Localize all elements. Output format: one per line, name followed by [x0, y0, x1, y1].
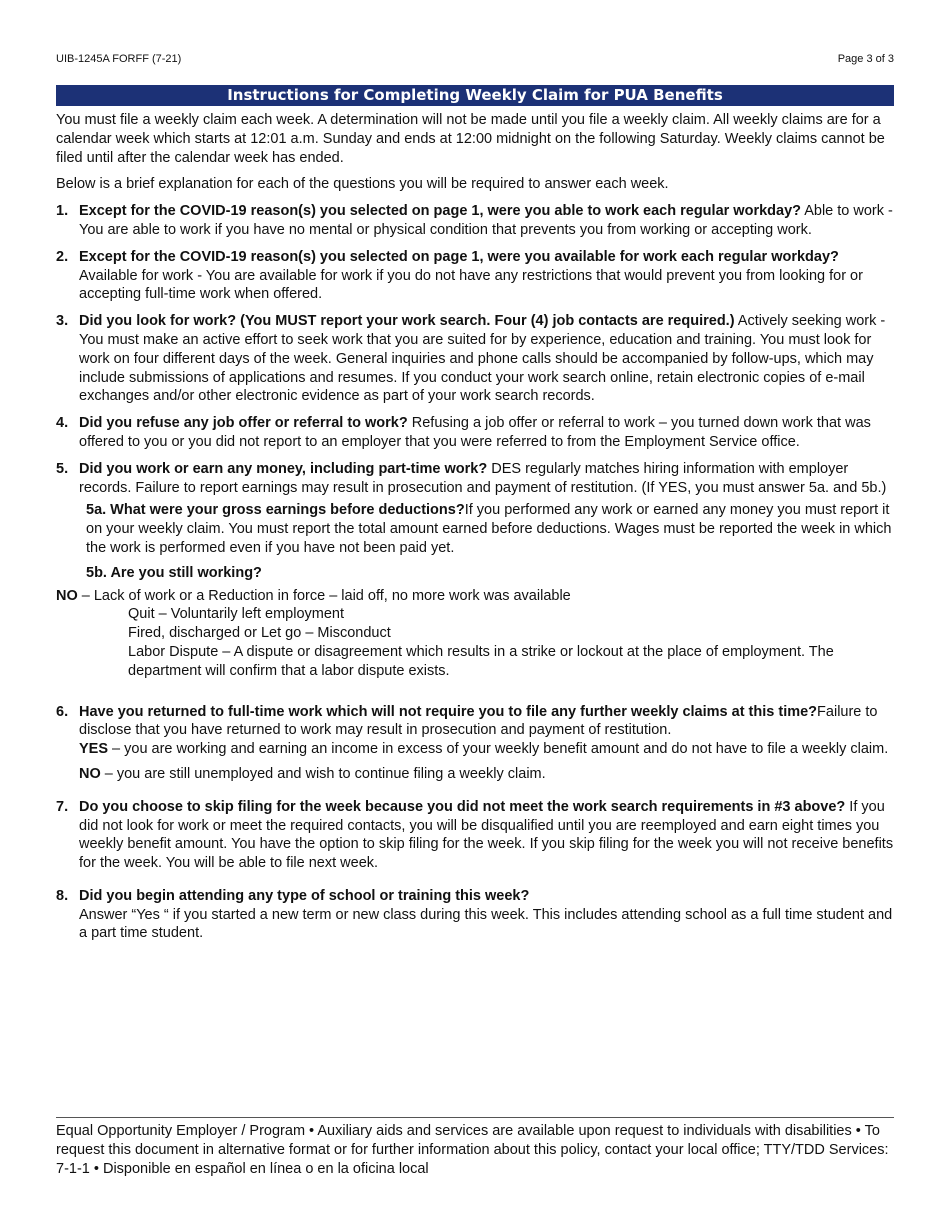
q6-no-option — [79, 765, 894, 784]
question-explanation: Answer “Yes “ if you started a new term or new class during this week. This includes attending school as a full time student and a part time student. — [79, 906, 893, 942]
page-title: Instructions for Completing Weekly Claim for PUA Benefits — [56, 85, 894, 106]
question-5 — [56, 460, 894, 498]
question-explanation: If you did not look for work or meet the required contacts, you will be disqualified until you are reemployed and earn eight times you weekly benefit amount. You have the option to skip filing for the week. If you skip filing for the week you will not receive benefits for the week. You will be able to file next week. — [79, 798, 894, 872]
reason-item: Labor Dispute – A dispute or disagreement which results in a strike or lockout at the place of employment. The department will confirm that a labor dispute exists. — [128, 643, 834, 679]
reason-item: Fired, discharged or Let go – Misconduct — [128, 625, 391, 642]
question-explanation: Refusing a job offer or referral to work – you turned down work that was offered to you or you did not report to an employer that you were referred to from the Employment Service office. — [79, 415, 871, 450]
question-number: 4. — [56, 415, 69, 432]
question-explanation: Actively seeking work - You must make an active effort to seek work that you are suited for by experience, education and training. You must look for work on four different days of the week. General inquiries and phone calls should be accompanied by follow-ups, which may include submissions of applications and resumes. If you conduct your work search online, retain electronic copies of e-mail exchanges and/or other electronic evidence as part of your work search records. — [79, 313, 886, 405]
instructions-body — [56, 111, 894, 951]
question-1 — [56, 202, 894, 240]
yes-text: – you are working and earning an income in excess of your weekly benefit amount and do not have to file a weekly claim. — [108, 741, 889, 758]
question-4 — [56, 414, 894, 452]
question-5b — [86, 564, 894, 583]
question-explanation: Failure to disclose that you have returned to work may result in prosecution and payment of restitution. — [79, 703, 878, 739]
footer-notice: Equal Opportunity Employer / Program • Auxiliary aids and services are available upon request to individuals with disabilities • To request this document in alternative format or for further information about this policy, contact your local office; TTY/TDD Services: 7-1-1 • Disponible en español en línea o en la oficina local — [56, 1123, 889, 1177]
intro-note: Below is a brief explanation for each of the questions you will be required to answer each week. — [56, 176, 669, 193]
question-2 — [56, 248, 894, 304]
reason-item: Quit – Voluntarily left employment — [128, 606, 344, 623]
sub-question-text — [86, 564, 894, 583]
question-7 — [56, 798, 894, 873]
intro-paragraph: You must file a weekly claim each week. A determination will not be made until you file a weekly claim. All weekly claims are for a calendar week which starts at 12:01 a.m. Sunday and ends at 12:00 midnight on the following Saturday. Weekly claims cannot be filed until after the calendar week has ended. — [56, 112, 885, 166]
sub-question-heading: 5a. What were your gross earnings before deductions? — [86, 502, 465, 519]
no-text: – Lack of work or a Reduction in force – laid off, no more work was available — [77, 587, 571, 604]
separation-reasons — [128, 605, 894, 680]
question-text — [79, 887, 894, 906]
question-number: 6. — [56, 703, 69, 720]
question-5a — [86, 501, 894, 557]
question-text — [79, 798, 894, 873]
sub-question-heading: 5b. Are you still working? — [86, 564, 262, 581]
no-label: NO — [56, 587, 78, 604]
question-number: 1. — [56, 203, 69, 220]
question-number: 5. — [56, 460, 69, 477]
yes-label: YES — [79, 741, 109, 758]
question-number: 2. — [56, 248, 69, 265]
question-explanation: Available for work - You are available for work if you do not have any restrictions that would prevent you from looking for or accepting full-time work when offered. — [79, 267, 863, 303]
question-text — [79, 202, 894, 240]
question-heading: Did you begin attending any type of school or training this week? — [79, 887, 530, 904]
question-text — [79, 414, 894, 452]
question-heading: Except for the COVID-19 reason(s) you selected on page 1, were you available for work each regular workday? — [79, 248, 839, 265]
question-heading: Except for the COVID-19 reason(s) you selected on page 1, were you able to work each regular workday? — [79, 203, 801, 220]
question-8 — [56, 887, 894, 943]
question-number: 8. — [56, 887, 69, 904]
question-heading: Have you returned to full-time work which will not require you to file any further weekly claims at this time? — [79, 703, 818, 720]
reason-no — [56, 587, 894, 606]
question-3 — [56, 312, 894, 406]
question-text — [79, 703, 894, 741]
question-text — [79, 460, 894, 498]
question-6 — [56, 703, 894, 784]
question-heading: Did you refuse any job offer or referral to work? — [79, 415, 408, 432]
footer-divider — [56, 1117, 894, 1118]
question-explanation: DES regularly matches hiring information with employer records. Failure to report earnings may result in prosecution and payment of restitution. (If YES, you must answer 5a. and 5b.) — [79, 460, 887, 496]
sub-question-explanation: If you performed any work or earned any money you must report it on your weekly claim. You must report the total amount earned before deductions. Wages must be reported the week in which the work is performed even if you have not been paid yet. — [86, 502, 892, 556]
form-id: UIB-1245A FORFF (7-21) — [56, 53, 182, 65]
question-heading: Did you work or earn any money, including part-time work? — [79, 460, 488, 477]
sub-question-text — [86, 501, 894, 557]
question-explanation: Able to work - You are able to work if you have no mental or physical condition that prevents you from working or accepting work. — [79, 203, 893, 238]
q6-yes-option — [79, 740, 894, 759]
no-label: NO — [79, 765, 101, 782]
question-heading: Do you choose to skip filing for the week because you did not meet the work search requirements in #3 above? — [79, 798, 846, 815]
no-text: – you are still unemployed and wish to continue filing a weekly claim. — [100, 765, 546, 782]
question-number: 3. — [56, 313, 69, 330]
question-number: 7. — [56, 798, 69, 815]
question-text — [79, 248, 894, 304]
question-text — [79, 312, 894, 406]
question-heading: Did you look for work? (You MUST report your work search. Four (4) job contacts are required.) — [79, 313, 735, 330]
page-number: Page 3 of 3 — [837, 53, 894, 65]
